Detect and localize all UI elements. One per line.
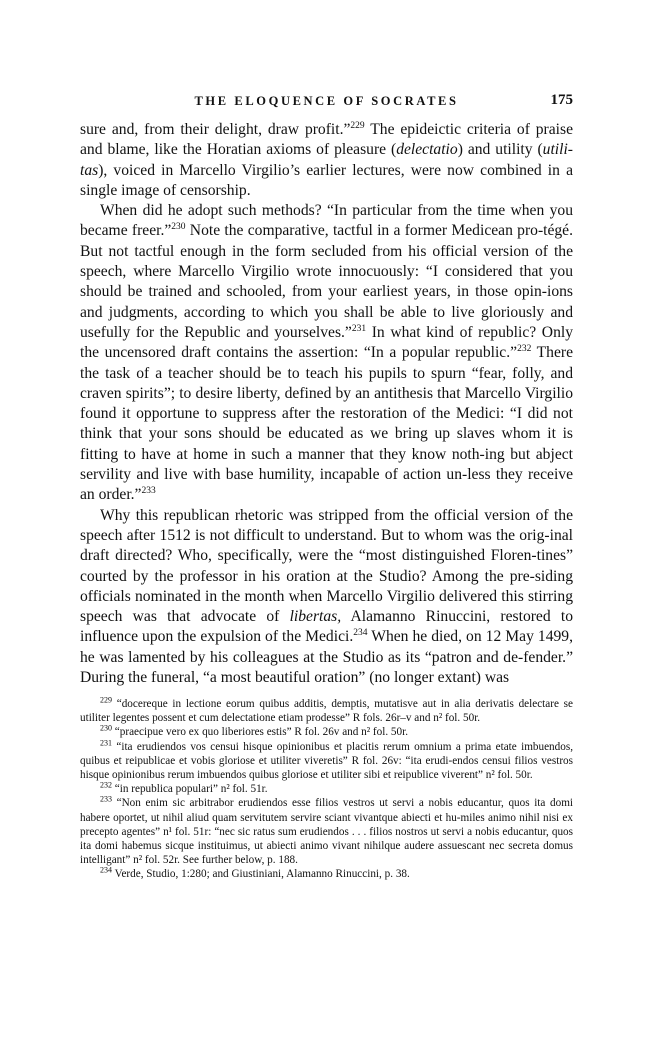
footnote-number: 229 (100, 695, 112, 705)
paragraph: Why this republican rhetoric was stripped from the official version of the speech after 1512 is not difficult to understand. But to whom was the orig-inal draft directed? Who, specifically, were the “most distinguished Floren-tines” courted by the professor in his oration at the Studio? Among the pre-siding officials nominated in the month when Marcello Virgilio delivered this stirring speech was that advocate of libertas, Alamanno Rinuccini, restored to influence upon the expulsion of the Medici.$^{234}$ When he died, on 12 May 1499, he was lamented by his colleagues at the Studio as its “patron and de-fender.” During the funeral, “a most beautiful oration” (no longer extant) was (80, 506, 574, 687)
footnote-ref[interactable]: 233 (141, 486, 156, 497)
body-text (80, 120, 573, 688)
footnote: $^{230}$ “praecipue vero ex quo liberiores estis” R fol. 26v and n² fol. 50r. (100, 723, 409, 739)
page-header (80, 92, 573, 116)
book-page (80, 92, 574, 881)
footnote-ref[interactable]: 234 (353, 628, 368, 639)
footnote: $^{232}$ “in republica populari” n² fol. 51r. (100, 780, 268, 796)
footnote: $^{231}$ “ita erudiendos vos censui hisque opinionibus et placitis rerum omnium a prima etate imbuendos, quibus et reipublicae et vobis gloriose et utiliter viveretis” R fol. 26v: “ita erudi-endos censui filios vestros hisque opinionibus rerum imbuendos quibus gloriose et utiliter sibi et reipublice viverent” n² fol. 50r. (80, 737, 573, 782)
footnote-number: 230 (100, 723, 112, 733)
running-head: THE ELOQUENCE OF SOCRATES (194, 94, 459, 108)
footnote: $^{233}$ “Non enim sic arbitrabor erudiendos esse filios vestros ut servi a nobis educantur, quos ita domi habere oportet, ut nihil aliud quam servitutem servire sciant vivantque abiecti et hu-miles animo nihil nisi ex precepto agentes” n¹ fol. 51r: “nec sic ratus sum erudiendos . . . filios nostros ut servi a nobis educantur, quos ita domi habemus sicque instituimus, ut abiecti animo vivant nihilque audere assuescant nec secreta domus intelligant” n² fol. 52r. See further below, p. 188. (80, 794, 574, 867)
footnote: $^{234}$ Verde, Studio, 1:280; and Giustiniani, Alamanno Rinuccini, p. 38. (100, 865, 410, 881)
footnote-number: 234 (100, 865, 112, 875)
footnote-number: 233 (100, 794, 112, 804)
footnote-ref[interactable]: 230 (171, 222, 186, 233)
footnote-ref[interactable]: 232 (517, 344, 532, 355)
footnote-number: 231 (100, 737, 112, 747)
footnote-ref[interactable]: 231 (351, 323, 367, 334)
paragraph: When did he adopt such methods? “In particular from the time when you became freer.”$^{230}$ Note the comparative, tactful in a former Medicean pro-tégé. But not tactful enough in the form secluded from his official version of the speech, where Marcello Virgilio wrote innocuously: “I considered that you should be trained and schooled, from your earliest years, in those opin-ions and judgments, according to which you shall be able to live gloriously and usefully for the Republic and yourselves.”$^{231}$ In what kind of republic? Only the uncensored draft contains the assertion: “In a popular republic.”$^{232}$ There the task of a teacher should be to teach his pupils to spurn “fear, folly, and craven spirits”; to desire liberty, defined by an antithesis that Marcello Virgilio found it opportune to suppress after the restoration of the Medici: “I did not think that your sons should be educated as we bring up slaves whom it is fitting to have at home in such a manner that they know noth-ing but abject servility and live with base humility, incapable of action un-less they receive an order.”$^{233}$ (80, 202, 574, 504)
paragraph: sure and, from their delight, draw profit.”$^{229}$ The epideictic criteria of praise and blame, like the Horatian axioms of pleasure (delectatio) and utility (utili-tas), voiced in Marcello Virgilio’s earlier lectures, were now combined in a single image of censorship. (80, 120, 573, 199)
footnote: $^{229}$ “docereque in lectione eorum quibus additis, demptis, mutatisve aut in alia derivatis delectare se utiliter legentes possent et cum delectatione etiam prodesse” R fols. 26r–v and n² fol. 50r. (80, 695, 573, 725)
footnote-number: 232 (100, 780, 112, 790)
footnotes (80, 697, 573, 882)
footnote-ref[interactable]: 229 (350, 120, 365, 131)
page-number: 175 (550, 92, 573, 108)
